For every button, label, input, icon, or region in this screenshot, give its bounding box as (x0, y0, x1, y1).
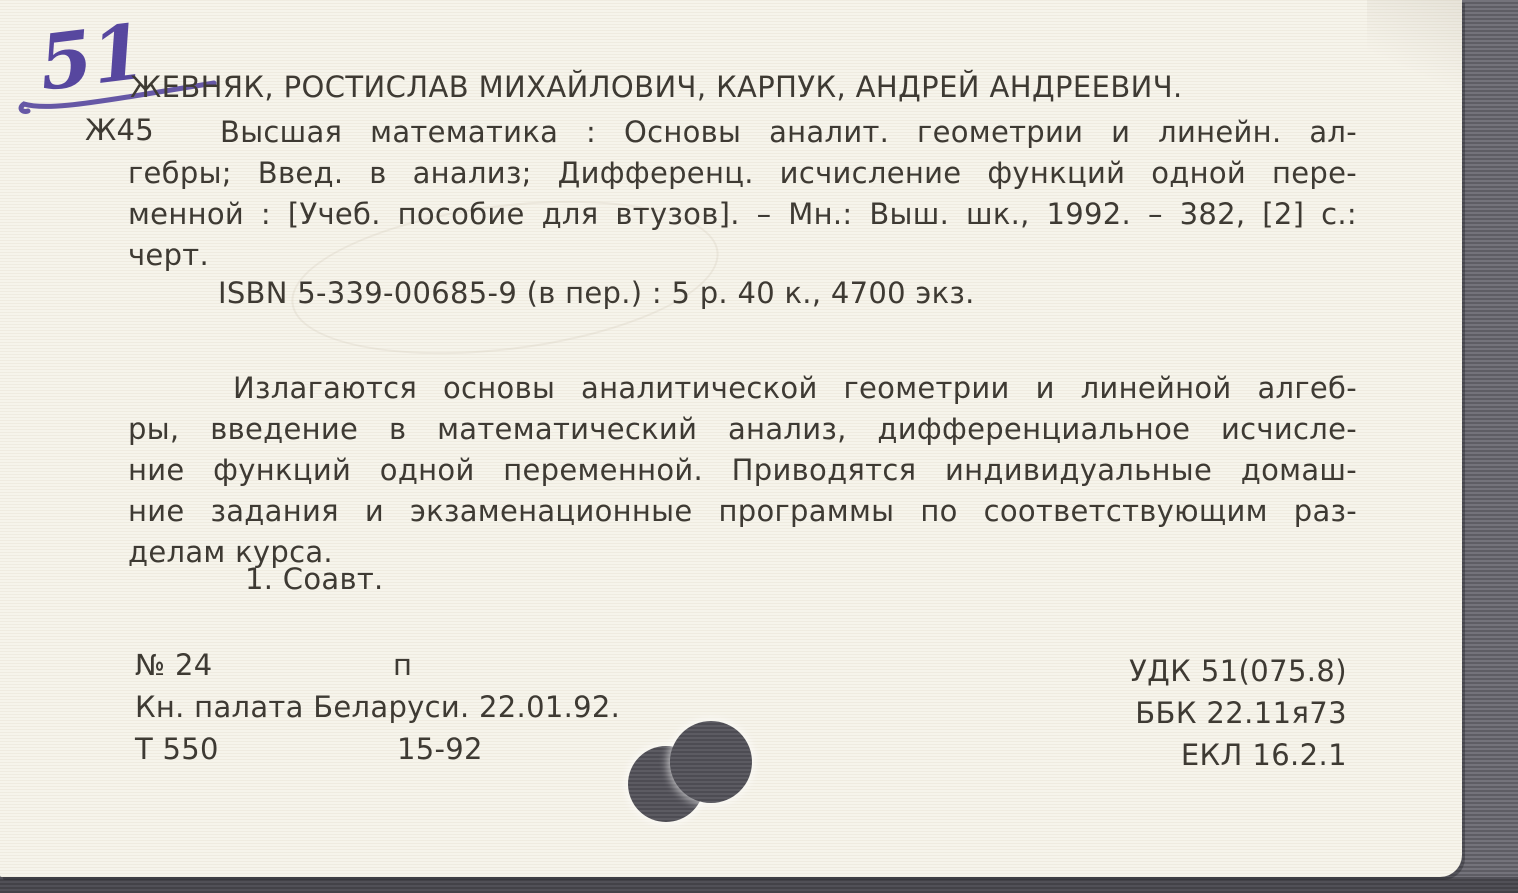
annotation-line: делам курса. (128, 535, 333, 569)
footer-order-code: 15-92 (397, 732, 483, 766)
footer-t-code: Т 550 (135, 732, 219, 766)
classification-block (1129, 650, 1347, 776)
ekl-code: ЕКЛ 16.2.1 (1180, 738, 1347, 772)
coauthor-note: 1. Соавт. (245, 562, 384, 596)
isbn-line: ISBN 5-339-00685-9 (в пер.) : 5 р. 40 к., 4700 экз. (218, 276, 975, 310)
description-line: Высшая математика : Основы аналит. геометрии и линейн. ал- (220, 115, 1357, 149)
handwritten-51-text: 51 (34, 6, 151, 108)
annotation-line: ние задания и экзаменационные программы по соответствующим раз- (128, 494, 1357, 528)
handwritten-class-number (14, 4, 224, 126)
author-heading: ЖЕВНЯК, РОСТИСЛАВ МИХАЙЛОВИЧ, КАРПУК, АНДРЕЙ АНДРЕЕВИЧ. (130, 70, 1183, 104)
footer-card-number: № 24 (135, 648, 213, 682)
annotation-paragraph (128, 368, 1357, 573)
hole-punch-circle (670, 721, 752, 803)
udk-code: УДК 51(075.8) (1129, 654, 1347, 688)
shelf-mark: Ж45 (85, 113, 155, 147)
description-line: менной : [Учеб. пособие для втузов]. – Мн.: Выш. шк., 1992. – 382, [2] с.: (128, 197, 1357, 231)
annotation-line: ние функций одной переменной. Приводятся индивидуальные домаш- (128, 453, 1357, 487)
scanner-bottom-shadow (0, 877, 1518, 893)
bbk-code: ББК 22.11я73 (1135, 696, 1347, 730)
description-line: черт. (128, 238, 209, 272)
footer-book-chamber: Кн. палата Беларуси. 22.01.92. (135, 690, 621, 724)
footer-letter-mark: п (393, 648, 413, 682)
annotation-line: Излагаются основы аналитической геометрии и линейной алгеб- (233, 371, 1357, 405)
description-line: гебры; Введ. в анализ; Дифференц. исчисление функций одной пере- (128, 156, 1357, 190)
corner-crease (1367, 0, 1462, 115)
annotation-line: ры, введение в математический анализ, дифференциальное исчисле- (128, 412, 1357, 446)
description-paragraph (128, 112, 1357, 276)
